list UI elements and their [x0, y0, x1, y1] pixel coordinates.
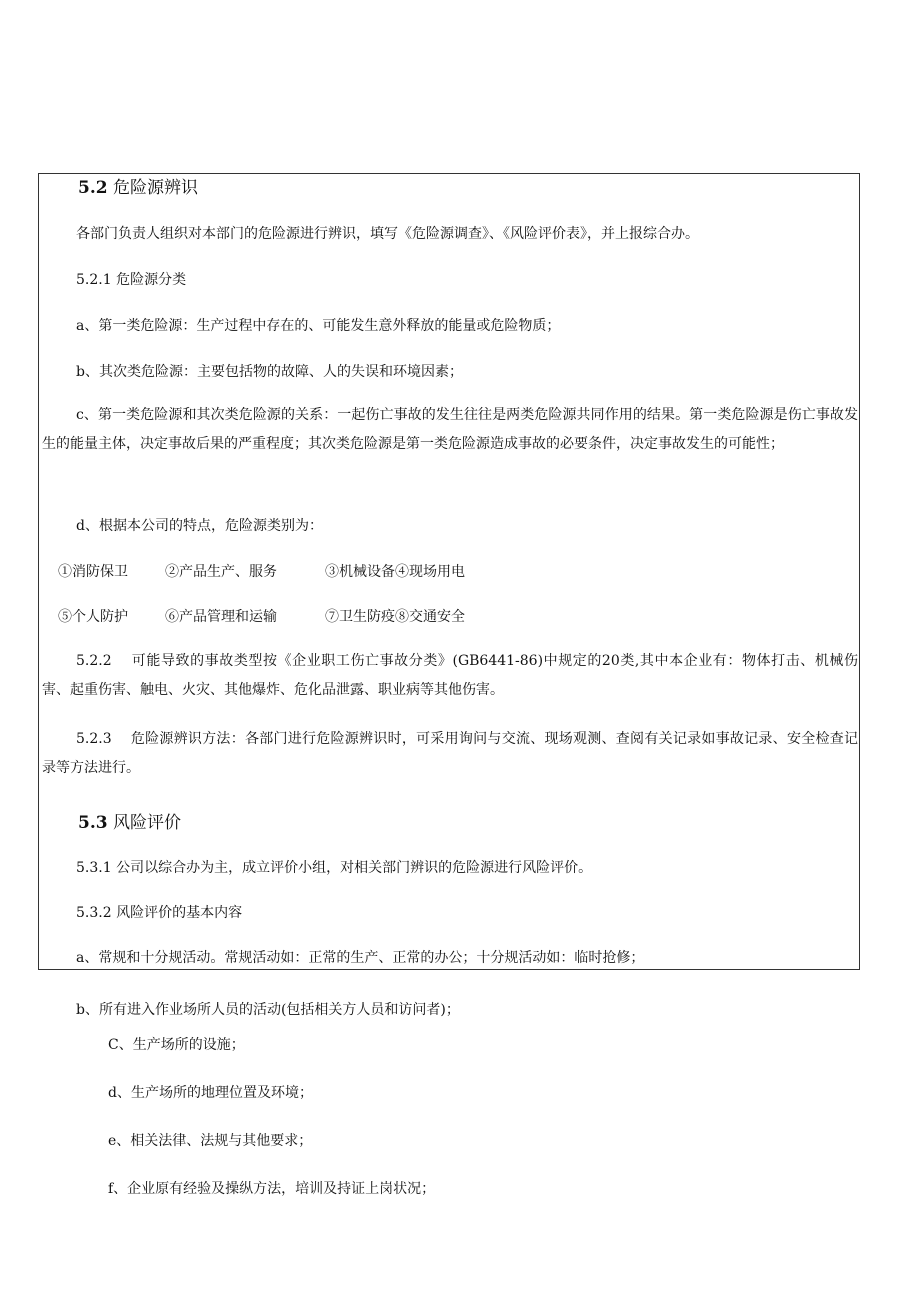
category-5: ⑤个人防护 [58, 609, 128, 625]
paragraph-5-2-3: 5.2.3 危险源辨识方法：各部门进行危险源辨识时，可采用询问与交流、现场观测、查阅有关记录如事故记录、安全检查记录等方法进行。 [42, 731, 858, 776]
heading-5-3: 5.3 风险评价 [78, 813, 181, 833]
category-2: ②产品生产、服务 [165, 564, 277, 580]
item-e-laws: e、相关法律、法规与其他要求； [108, 1133, 313, 1149]
subheading-5-2-1: 5.2.1 危险源分类 [76, 272, 187, 288]
paragraph-intro: 各部门负责人组织对本部门的危险源进行辨识，填写《危险源调查》、《风险评价表》，并上报综合办。 [76, 226, 699, 242]
category-6: ⑥产品管理和运输 [165, 609, 277, 625]
paragraph-5-2-2: 5.2.2 可能导致的事故类型按《企业职工伤亡事故分类》(GB6441-86)中规定的20类,其中本企业有：物体打击、机械伤害、起重伤害、触电、火灾、其他爆炸、危化品泄露、职业病等其他伤害。 [42, 653, 858, 698]
subheading-5-3-2: 5.3.2 风险评价的基本内容 [76, 905, 243, 921]
item-a-routine: a、常规和十分规活动。常规活动如：正常的生产、正常的办公；十分规活动如：临时抢修； [76, 950, 645, 966]
item-b-personnel: b、所有进入作业场所人员的活动(包括相关方人员和访问者)； [76, 1002, 460, 1018]
category-7-8: ⑦卫生防疫⑧交通安全 [325, 609, 465, 625]
category-3-4: ③机械设备④现场用电 [325, 564, 465, 580]
item-a: a、第一类危险源：生产过程中存在的、可能发生意外释放的能量或危险物质； [76, 318, 561, 334]
item-d: d、根据本公司的特点，危险源类别为： [76, 518, 323, 534]
paragraph-5-3-1: 5.3.1 公司以综合办为主，成立评价小组，对相关部门辨识的危险源进行风险评价。 [76, 860, 593, 876]
item-d-location: d、生产场所的地理位置及环境； [108, 1085, 313, 1101]
item-c-facilities: C、生产场所的设施； [108, 1037, 245, 1053]
item-f-experience: f、企业原有经验及操纵方法，培训及持证上岗状况； [108, 1181, 436, 1197]
item-c: c、第一类危险源和其次类危险源的关系：一起伤亡事故的发生往往是两类危险源共同作用的结果。第一类危险源是伤亡事故发生的能量主体，决定事故后果的严重程度；其次类危险源是第一类危险源造成事故的必要条件，决定事故发生的可能性； [42, 407, 858, 452]
heading-5-2: 5.2 危险源辨识 [78, 178, 198, 198]
item-b: b、其次类危险源：主要包括物的故障、人的失误和环境因素； [76, 364, 463, 380]
category-1: ①消防保卫 [58, 564, 128, 580]
